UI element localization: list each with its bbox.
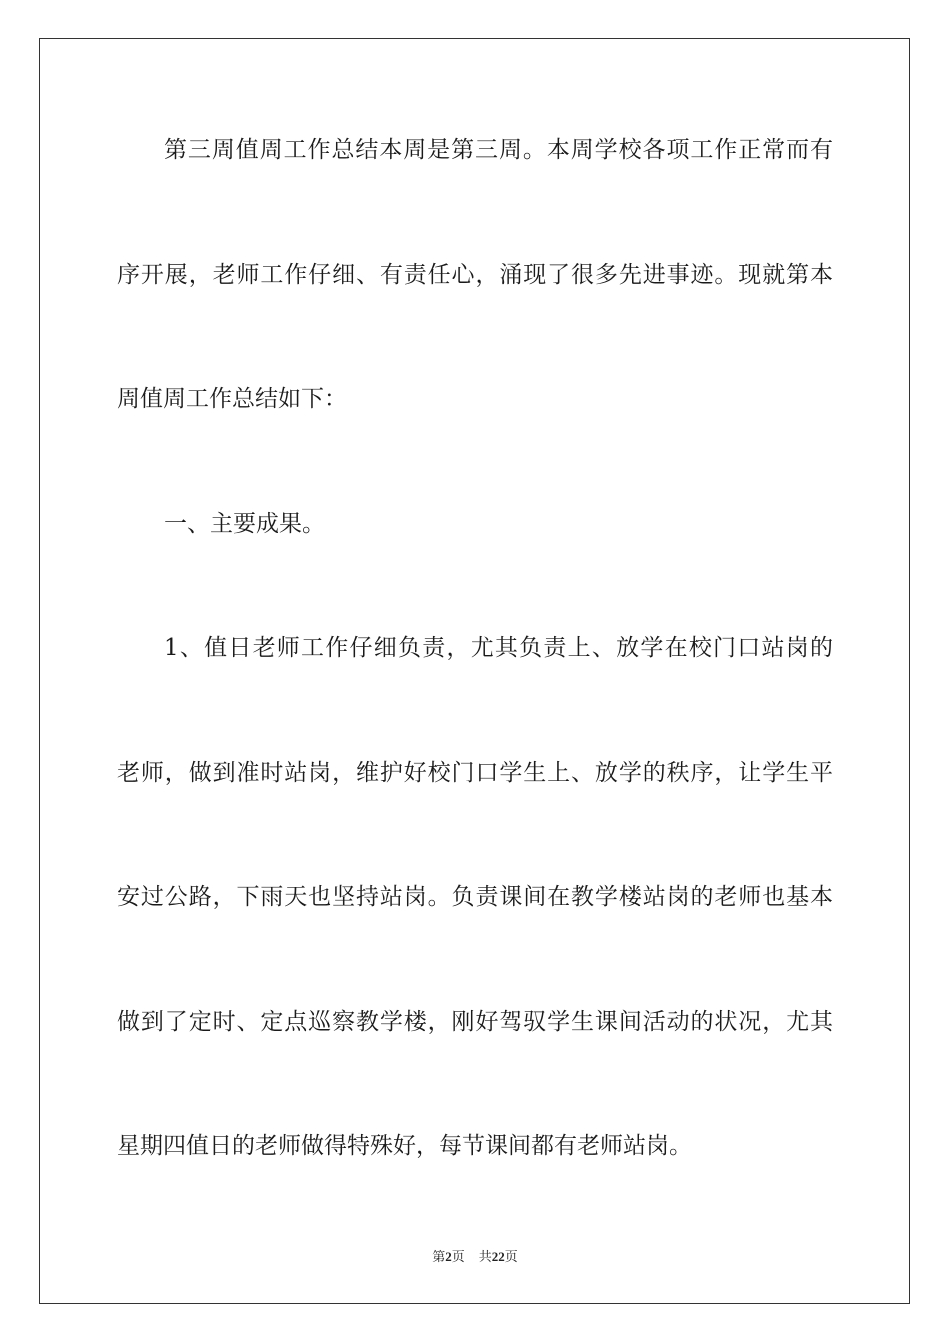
footer-page-total: 22 bbox=[491, 1249, 505, 1264]
paragraph-line-1: 第三周值周工作总结本周是第三周。本周学校各项工作正常而有 bbox=[164, 137, 833, 163]
paragraph-line-3: 周值周工作总结如下： bbox=[117, 386, 347, 412]
footer-page-suffix: 页 bbox=[451, 1250, 465, 1265]
paragraph-line-6: 老师，做到准时站岗，维护好校门口学生上、放学的秩序，让学生平 bbox=[117, 760, 833, 786]
footer-total-suffix: 页 bbox=[504, 1250, 518, 1265]
footer-page-current: 2 bbox=[445, 1249, 452, 1264]
footer-page-prefix: 第 bbox=[432, 1250, 446, 1265]
paragraph-line-8: 做到了定时、定点巡察教学楼，刚好驾驭学生课间活动的状况，尤其 bbox=[117, 1009, 833, 1035]
section-heading: 一、主要成果。 bbox=[164, 511, 325, 537]
page-footer bbox=[0, 1246, 950, 1265]
paragraph-line-9: 星期四值日的老师做得特殊好，每节课间都有老师站岗。 bbox=[117, 1133, 692, 1159]
paragraph-line-7: 安过公路，下雨天也坚持站岗。负责课间在教学楼站岗的老师也基本 bbox=[117, 884, 833, 910]
page-border bbox=[39, 38, 910, 1304]
paragraph-line-2: 序开展，老师工作仔细、有责任心，涌现了很多先进事迹。现就第本 bbox=[117, 262, 833, 288]
footer-total-prefix: 共 bbox=[478, 1250, 492, 1265]
paragraph-line-5: 1、值日老师工作仔细负责，尤其负责上、放学在校门口站岗的 bbox=[164, 635, 833, 661]
